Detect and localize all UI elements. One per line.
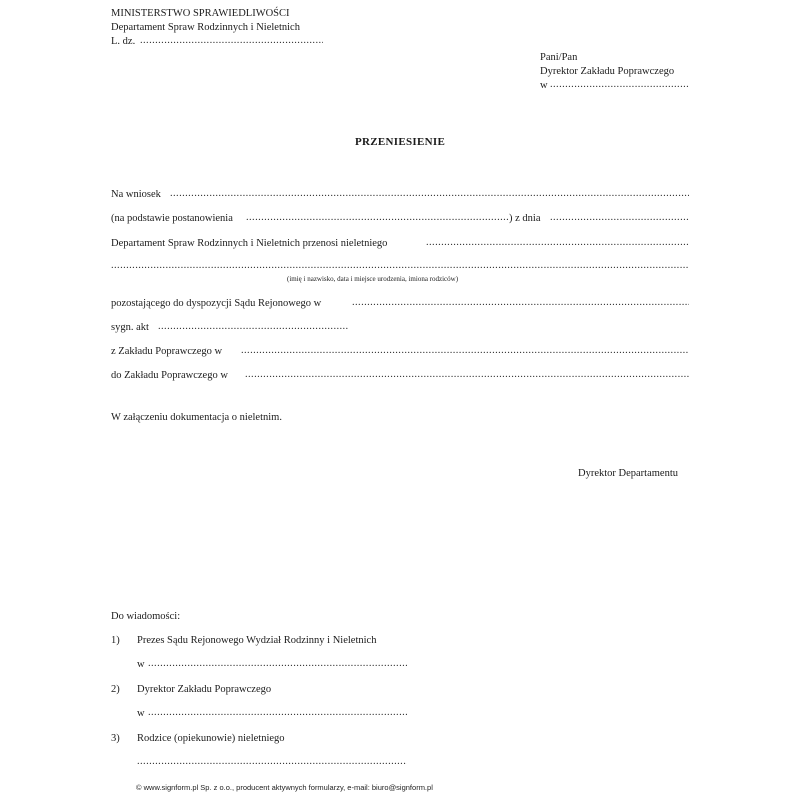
notice-item-number: 2)	[111, 684, 120, 695]
to-facility-label: do Zakładu Poprawczego w	[111, 370, 228, 381]
request-field[interactable]	[170, 189, 689, 201]
notice-item-1-location-field[interactable]	[148, 659, 407, 671]
transfer-label: Departament Spraw Rodzinnych i Nieletnich przenosi nieletniego	[111, 238, 388, 249]
notice-item-3-field[interactable]	[137, 757, 407, 769]
ldz-label: L. dz.	[111, 36, 136, 47]
case-number-label: sygn. akt	[111, 322, 149, 333]
case-number-field[interactable]	[158, 322, 348, 334]
notice-item-w-label: w	[137, 659, 145, 670]
notice-item-text: Dyrektor Zakładu Poprawczego	[137, 684, 272, 695]
date-field[interactable]	[550, 213, 689, 225]
ministry-name: MINISTERSTWO SPRAWIEDLIWOŚCI	[111, 8, 290, 19]
addressee-w-label: w	[540, 80, 548, 91]
addressee-location-field[interactable]	[550, 80, 689, 92]
notice-item-number: 1)	[111, 635, 120, 646]
from-facility-field[interactable]	[241, 346, 689, 358]
minor-details-caption: (imię i nazwisko, data i miejsce urodzenia, imiona rodziców)	[287, 275, 459, 283]
transfer-field[interactable]	[426, 238, 689, 250]
addressee-salutation: Pani/Pan	[540, 52, 578, 63]
to-facility-field[interactable]	[245, 370, 689, 382]
court-label: pozostającego do dyspozycji Sądu Rejonowego w	[111, 298, 322, 309]
notice-item-number: 3)	[111, 733, 120, 744]
from-facility-label: z Zakładu Poprawczego w	[111, 346, 223, 357]
decision-field[interactable]	[246, 213, 508, 225]
notice-item-w-label: w	[137, 708, 145, 719]
notice-item-2-location-field[interactable]	[148, 708, 407, 720]
document-title: PRZENIESIENIE	[355, 136, 446, 148]
department-name: Departament Spraw Rodzinnych i Nieletnich	[111, 22, 300, 33]
decision-label: (na podstawie postanowienia	[111, 213, 233, 224]
minor-details-field[interactable]	[111, 261, 689, 273]
notice-item-text: Prezes Sądu Rejonowego Wydział Rodzinny i Nieletnich	[137, 635, 377, 646]
notice-heading: Do wiadomości:	[111, 611, 181, 622]
footer-copyright: © www.signform.pl Sp. z o.o., producent aktywnych formularzy, e-mail: biuro@signform.pl	[136, 783, 433, 792]
ldz-field[interactable]	[140, 36, 323, 48]
addressee-title: Dyrektor Zakładu Poprawczego	[540, 66, 675, 77]
notice-item-text: Rodzice (opiekunowie) nieletniego	[137, 733, 285, 744]
date-label: ) z dnia	[509, 213, 541, 224]
request-label: Na wniosek	[111, 189, 161, 200]
court-field[interactable]	[352, 298, 689, 310]
signature-title: Dyrektor Departamentu	[578, 468, 679, 479]
attachment-note: W załączeniu dokumentacja o nieletnim.	[111, 412, 282, 423]
